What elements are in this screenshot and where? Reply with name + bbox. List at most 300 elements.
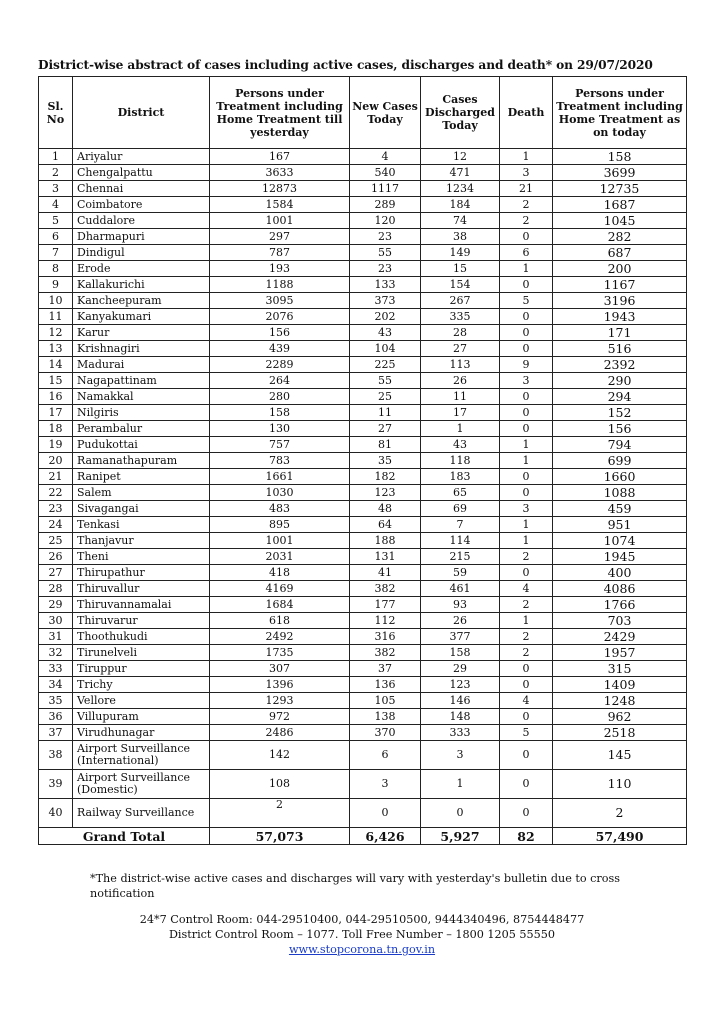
- table-row: [39, 629, 687, 645]
- cell-persons-today: 3196: [553, 293, 687, 309]
- cell-death: 0: [500, 677, 553, 693]
- cell-sl-no: 21: [39, 469, 73, 485]
- cell-district: Nilgiris: [73, 405, 210, 421]
- cell-sl-no: 11: [39, 309, 73, 325]
- cell-death: 0: [500, 389, 553, 405]
- cell-district: Tenkasi: [73, 517, 210, 533]
- cell-persons-today: 12735: [553, 181, 687, 197]
- table-row: [39, 693, 687, 709]
- cell-new-cases: 382: [350, 645, 421, 661]
- cell-persons-today: 703: [553, 613, 687, 629]
- cell-new-cases: 133: [350, 277, 421, 293]
- cell-new-cases: 225: [350, 357, 421, 373]
- cell-death: 0: [500, 421, 553, 437]
- cell-death: 4: [500, 581, 553, 597]
- cell-discharged: 59: [421, 565, 500, 581]
- cell-sl-no: 12: [39, 325, 73, 341]
- cell-sl-no: 38: [39, 741, 73, 770]
- cell-discharged: 333: [421, 725, 500, 741]
- cell-sl-no: 33: [39, 661, 73, 677]
- cell-new-cases: 23: [350, 229, 421, 245]
- cell-sl-no: 18: [39, 421, 73, 437]
- website-link[interactable]: www.stopcorona.tn.gov.in: [288, 943, 436, 956]
- cell-district: Nagapattinam: [73, 373, 210, 389]
- cell-district: Theni: [73, 549, 210, 565]
- cell-new-cases: 0: [350, 799, 421, 828]
- table-row: [39, 405, 687, 421]
- cell-persons-yesterday: 142: [210, 741, 350, 770]
- table-row: [39, 469, 687, 485]
- grand-total-new-cases: 6,426: [350, 828, 421, 845]
- cell-sl-no: 31: [39, 629, 73, 645]
- cell-new-cases: 3: [350, 770, 421, 799]
- cell-discharged: 154: [421, 277, 500, 293]
- cell-new-cases: 11: [350, 405, 421, 421]
- cell-persons-today: 156: [553, 421, 687, 437]
- cell-death: 0: [500, 469, 553, 485]
- table-row: [39, 197, 687, 213]
- cell-new-cases: 55: [350, 245, 421, 261]
- cell-persons-today: 1167: [553, 277, 687, 293]
- cell-persons-yesterday: 158: [210, 405, 350, 421]
- header-district: District: [73, 77, 210, 149]
- cell-persons-yesterday: 1584: [210, 197, 350, 213]
- cell-persons-today: 516: [553, 341, 687, 357]
- cell-district: Trichy: [73, 677, 210, 693]
- cell-persons-yesterday: 167: [210, 149, 350, 165]
- cell-sl-no: 4: [39, 197, 73, 213]
- cell-district: Madurai: [73, 357, 210, 373]
- cell-persons-today: 1045: [553, 213, 687, 229]
- cell-persons-today: 3699: [553, 165, 687, 181]
- cell-death: 2: [500, 213, 553, 229]
- cell-new-cases: 289: [350, 197, 421, 213]
- cell-discharged: 43: [421, 437, 500, 453]
- cell-discharged: 11: [421, 389, 500, 405]
- cell-discharged: 74: [421, 213, 500, 229]
- cell-district: Ramanathapuram: [73, 453, 210, 469]
- cell-persons-today: 459: [553, 501, 687, 517]
- cell-persons-yesterday: 108: [210, 770, 350, 799]
- grand-total-persons-yesterday: 57,073: [210, 828, 350, 845]
- table-row: [39, 341, 687, 357]
- cell-death: 6: [500, 245, 553, 261]
- cell-district: Thiruvarur: [73, 613, 210, 629]
- cell-persons-today: 2392: [553, 357, 687, 373]
- cell-sl-no: 40: [39, 799, 73, 828]
- cell-death: 5: [500, 725, 553, 741]
- cell-sl-no: 29: [39, 597, 73, 613]
- cell-discharged: 215: [421, 549, 500, 565]
- cell-district: Railway Surveillance: [73, 799, 210, 828]
- grand-total-row: [39, 828, 687, 845]
- cell-death: 4: [500, 693, 553, 709]
- header-persons-today: Persons under Treatment including Home Treatment as on today: [553, 77, 687, 149]
- cell-district: Namakkal: [73, 389, 210, 405]
- grand-total-discharged: 5,927: [421, 828, 500, 845]
- header-sl-no: Sl. No: [39, 77, 73, 149]
- cell-persons-today: 158: [553, 149, 687, 165]
- cell-discharged: 461: [421, 581, 500, 597]
- cell-persons-today: 1766: [553, 597, 687, 613]
- cell-persons-yesterday: 12873: [210, 181, 350, 197]
- cell-persons-yesterday: 783: [210, 453, 350, 469]
- cell-death: 0: [500, 341, 553, 357]
- cell-sl-no: 10: [39, 293, 73, 309]
- cell-discharged: 38: [421, 229, 500, 245]
- cell-discharged: 158: [421, 645, 500, 661]
- cell-death: 1: [500, 613, 553, 629]
- table-row: [39, 373, 687, 389]
- cell-sl-no: 3: [39, 181, 73, 197]
- table-row: [39, 741, 687, 770]
- cell-discharged: 28: [421, 325, 500, 341]
- cell-persons-today: 282: [553, 229, 687, 245]
- table-row: [39, 149, 687, 165]
- cell-sl-no: 5: [39, 213, 73, 229]
- cell-death: 3: [500, 501, 553, 517]
- cell-sl-no: 23: [39, 501, 73, 517]
- table-row: [39, 661, 687, 677]
- cell-death: 0: [500, 309, 553, 325]
- table-row: [39, 581, 687, 597]
- cell-discharged: 12: [421, 149, 500, 165]
- cell-district: Airport Surveillance (Domestic): [73, 770, 210, 799]
- cell-new-cases: 120: [350, 213, 421, 229]
- cell-persons-today: 171: [553, 325, 687, 341]
- header-row: [39, 77, 687, 149]
- table-row: [39, 645, 687, 661]
- cell-persons-today: 4086: [553, 581, 687, 597]
- table-row: [39, 770, 687, 799]
- district-control-room: District Control Room – 1077. Toll Free Number – 1800 1205 55550: [168, 928, 556, 941]
- cell-sl-no: 15: [39, 373, 73, 389]
- cell-district: Krishnagiri: [73, 341, 210, 357]
- cell-new-cases: 316: [350, 629, 421, 645]
- cell-persons-today: 2429: [553, 629, 687, 645]
- cell-discharged: 3: [421, 741, 500, 770]
- cell-discharged: 93: [421, 597, 500, 613]
- grand-total-label: Grand Total: [39, 828, 210, 845]
- cell-death: 3: [500, 165, 553, 181]
- cell-discharged: 15: [421, 261, 500, 277]
- cell-persons-today: 152: [553, 405, 687, 421]
- footnote: *The district-wise active cases and discharges will vary with yesterday's bulletin due to cross notification: [90, 872, 621, 900]
- cell-new-cases: 27: [350, 421, 421, 437]
- cell-sl-no: 27: [39, 565, 73, 581]
- cell-persons-yesterday: 895: [210, 517, 350, 533]
- cell-persons-today: 200: [553, 261, 687, 277]
- table-row: [39, 533, 687, 549]
- cell-persons-today: 1409: [553, 677, 687, 693]
- cell-discharged: 184: [421, 197, 500, 213]
- cell-death: 2: [500, 549, 553, 565]
- cell-sl-no: 32: [39, 645, 73, 661]
- cell-district: Villupuram: [73, 709, 210, 725]
- cell-death: 9: [500, 357, 553, 373]
- cell-persons-yesterday: 1030: [210, 485, 350, 501]
- cell-district: Virudhunagar: [73, 725, 210, 741]
- cell-death: 0: [500, 661, 553, 677]
- cell-persons-yesterday: 418: [210, 565, 350, 581]
- cell-district: Kancheepuram: [73, 293, 210, 309]
- cell-discharged: 377: [421, 629, 500, 645]
- table-row: [39, 213, 687, 229]
- cell-discharged: 113: [421, 357, 500, 373]
- cell-new-cases: 55: [350, 373, 421, 389]
- cell-sl-no: 26: [39, 549, 73, 565]
- cell-persons-today: 315: [553, 661, 687, 677]
- cell-persons-yesterday: 2486: [210, 725, 350, 741]
- cell-discharged: 149: [421, 245, 500, 261]
- cell-death: 1: [500, 517, 553, 533]
- table-row: [39, 517, 687, 533]
- cell-persons-today: 294: [553, 389, 687, 405]
- cell-persons-today: 794: [553, 437, 687, 453]
- cell-persons-yesterday: 972: [210, 709, 350, 725]
- cell-discharged: 27: [421, 341, 500, 357]
- table-row: [39, 421, 687, 437]
- cell-discharged: 65: [421, 485, 500, 501]
- cell-district: Salem: [73, 485, 210, 501]
- cell-sl-no: 17: [39, 405, 73, 421]
- cell-persons-yesterday: 297: [210, 229, 350, 245]
- cell-district: Thiruvallur: [73, 581, 210, 597]
- cell-sl-no: 14: [39, 357, 73, 373]
- cell-sl-no: 6: [39, 229, 73, 245]
- cell-persons-today: 1687: [553, 197, 687, 213]
- cell-discharged: 267: [421, 293, 500, 309]
- cell-new-cases: 202: [350, 309, 421, 325]
- cell-discharged: 146: [421, 693, 500, 709]
- cell-discharged: 1: [421, 770, 500, 799]
- cell-death: 0: [500, 405, 553, 421]
- cell-district: Chennai: [73, 181, 210, 197]
- header-discharged: Cases Discharged Today: [421, 77, 500, 149]
- table-row: [39, 245, 687, 261]
- cell-persons-yesterday: 1396: [210, 677, 350, 693]
- cell-persons-yesterday: 618: [210, 613, 350, 629]
- cell-sl-no: 24: [39, 517, 73, 533]
- cell-district: Tirunelveli: [73, 645, 210, 661]
- grand-total-death: 82: [500, 828, 553, 845]
- cell-persons-yesterday: 2031: [210, 549, 350, 565]
- cell-discharged: 118: [421, 453, 500, 469]
- cell-district: Kanyakumari: [73, 309, 210, 325]
- district-cases-table: [38, 76, 687, 845]
- header-persons-yesterday: Persons under Treatment including Home Treatment till yesterday: [210, 77, 350, 149]
- cell-death: 2: [500, 597, 553, 613]
- cell-persons-yesterday: 2289: [210, 357, 350, 373]
- contact-info: [0, 912, 724, 957]
- cell-persons-yesterday: 3095: [210, 293, 350, 309]
- cell-new-cases: 1117: [350, 181, 421, 197]
- cell-persons-today: 1957: [553, 645, 687, 661]
- cell-death: 0: [500, 799, 553, 828]
- cell-district: Airport Surveillance (International): [73, 741, 210, 770]
- cell-persons-today: 951: [553, 517, 687, 533]
- cell-discharged: 17: [421, 405, 500, 421]
- control-room-numbers: 24*7 Control Room: 044-29510400, 044-29510500, 9444340496, 8754448477: [139, 913, 585, 926]
- cell-persons-today: 400: [553, 565, 687, 581]
- cell-discharged: 1234: [421, 181, 500, 197]
- cell-death: 3: [500, 373, 553, 389]
- table-row: [39, 565, 687, 581]
- table-row: [39, 229, 687, 245]
- table-row: [39, 501, 687, 517]
- table-row: [39, 293, 687, 309]
- cell-district: Perambalur: [73, 421, 210, 437]
- cell-persons-yesterday: 787: [210, 245, 350, 261]
- cell-sl-no: 30: [39, 613, 73, 629]
- cell-sl-no: 1: [39, 149, 73, 165]
- cell-discharged: 26: [421, 373, 500, 389]
- cell-persons-yesterday: 280: [210, 389, 350, 405]
- cell-district: Erode: [73, 261, 210, 277]
- table-row: [39, 485, 687, 501]
- cell-persons-today: 962: [553, 709, 687, 725]
- cell-persons-today: 699: [553, 453, 687, 469]
- cell-discharged: 69: [421, 501, 500, 517]
- cell-district: Chengalpattu: [73, 165, 210, 181]
- cell-sl-no: 34: [39, 677, 73, 693]
- cell-new-cases: 540: [350, 165, 421, 181]
- cell-district: Tiruppur: [73, 661, 210, 677]
- table-row: [39, 389, 687, 405]
- cell-district: Karur: [73, 325, 210, 341]
- cell-sl-no: 7: [39, 245, 73, 261]
- cell-persons-today: 290: [553, 373, 687, 389]
- table-row: [39, 437, 687, 453]
- cell-new-cases: 4: [350, 149, 421, 165]
- table-row: [39, 453, 687, 469]
- cell-discharged: 335: [421, 309, 500, 325]
- table-row: [39, 357, 687, 373]
- cell-new-cases: 37: [350, 661, 421, 677]
- cell-discharged: 148: [421, 709, 500, 725]
- table-row: [39, 261, 687, 277]
- cell-persons-yesterday: 264: [210, 373, 350, 389]
- cell-district: Kallakurichi: [73, 277, 210, 293]
- cell-district: Pudukottai: [73, 437, 210, 453]
- cell-death: 1: [500, 533, 553, 549]
- cell-persons-today: 2518: [553, 725, 687, 741]
- cell-persons-yesterday: 1684: [210, 597, 350, 613]
- table-row: [39, 799, 687, 828]
- cell-new-cases: 131: [350, 549, 421, 565]
- table-row: [39, 709, 687, 725]
- cell-death: 0: [500, 741, 553, 770]
- cell-district: Coimbatore: [73, 197, 210, 213]
- cell-district: Sivagangai: [73, 501, 210, 517]
- cell-sl-no: 9: [39, 277, 73, 293]
- cell-discharged: 114: [421, 533, 500, 549]
- cell-sl-no: 22: [39, 485, 73, 501]
- cell-persons-yesterday: 2076: [210, 309, 350, 325]
- cell-persons-yesterday: 156: [210, 325, 350, 341]
- table-row: [39, 325, 687, 341]
- cell-district: Ranipet: [73, 469, 210, 485]
- cell-new-cases: 48: [350, 501, 421, 517]
- cell-persons-today: 1943: [553, 309, 687, 325]
- header-new-cases: New Cases Today: [350, 77, 421, 149]
- cell-new-cases: 138: [350, 709, 421, 725]
- cell-new-cases: 105: [350, 693, 421, 709]
- cell-persons-yesterday: 3633: [210, 165, 350, 181]
- cell-persons-yesterday: 1001: [210, 533, 350, 549]
- cell-new-cases: 23: [350, 261, 421, 277]
- header-death: Death: [500, 77, 553, 149]
- table-row: [39, 549, 687, 565]
- cell-death: 0: [500, 565, 553, 581]
- cell-persons-today: 1248: [553, 693, 687, 709]
- cell-new-cases: 112: [350, 613, 421, 629]
- cell-new-cases: 35: [350, 453, 421, 469]
- cell-persons-today: 1074: [553, 533, 687, 549]
- table-row: [39, 309, 687, 325]
- cell-persons-yesterday: 1735: [210, 645, 350, 661]
- cell-discharged: 183: [421, 469, 500, 485]
- table-body: [39, 149, 687, 828]
- cell-persons-today: 1088: [553, 485, 687, 501]
- cell-persons-yesterday: 2: [210, 799, 350, 828]
- cell-discharged: 123: [421, 677, 500, 693]
- cell-death: 1: [500, 453, 553, 469]
- cell-death: 2: [500, 629, 553, 645]
- cell-new-cases: 382: [350, 581, 421, 597]
- cell-district: Vellore: [73, 693, 210, 709]
- cell-discharged: 7: [421, 517, 500, 533]
- cell-sl-no: 25: [39, 533, 73, 549]
- cell-district: Thoothukudi: [73, 629, 210, 645]
- cell-sl-no: 13: [39, 341, 73, 357]
- cell-new-cases: 43: [350, 325, 421, 341]
- cell-persons-yesterday: 483: [210, 501, 350, 517]
- cell-death: 1: [500, 261, 553, 277]
- cell-district: Dharmapuri: [73, 229, 210, 245]
- cell-persons-today: 2: [553, 799, 687, 828]
- cell-sl-no: 19: [39, 437, 73, 453]
- cell-district: Thiruvannamalai: [73, 597, 210, 613]
- table-row: [39, 277, 687, 293]
- cell-death: 21: [500, 181, 553, 197]
- cell-persons-today: 687: [553, 245, 687, 261]
- cell-discharged: 1: [421, 421, 500, 437]
- cell-death: 1: [500, 149, 553, 165]
- cell-persons-yesterday: 757: [210, 437, 350, 453]
- cell-death: 2: [500, 645, 553, 661]
- cell-death: 0: [500, 325, 553, 341]
- cell-sl-no: 2: [39, 165, 73, 181]
- cell-persons-yesterday: 1293: [210, 693, 350, 709]
- cell-district: Thanjavur: [73, 533, 210, 549]
- cell-sl-no: 28: [39, 581, 73, 597]
- cell-sl-no: 36: [39, 709, 73, 725]
- cell-new-cases: 6: [350, 741, 421, 770]
- cell-death: 0: [500, 485, 553, 501]
- cell-death: 1: [500, 437, 553, 453]
- table-row: [39, 725, 687, 741]
- table-row: [39, 597, 687, 613]
- cell-sl-no: 8: [39, 261, 73, 277]
- table-row: [39, 677, 687, 693]
- cell-new-cases: 25: [350, 389, 421, 405]
- cell-discharged: 0: [421, 799, 500, 828]
- cell-sl-no: 39: [39, 770, 73, 799]
- cell-new-cases: 41: [350, 565, 421, 581]
- cell-persons-today: 1945: [553, 549, 687, 565]
- cell-sl-no: 35: [39, 693, 73, 709]
